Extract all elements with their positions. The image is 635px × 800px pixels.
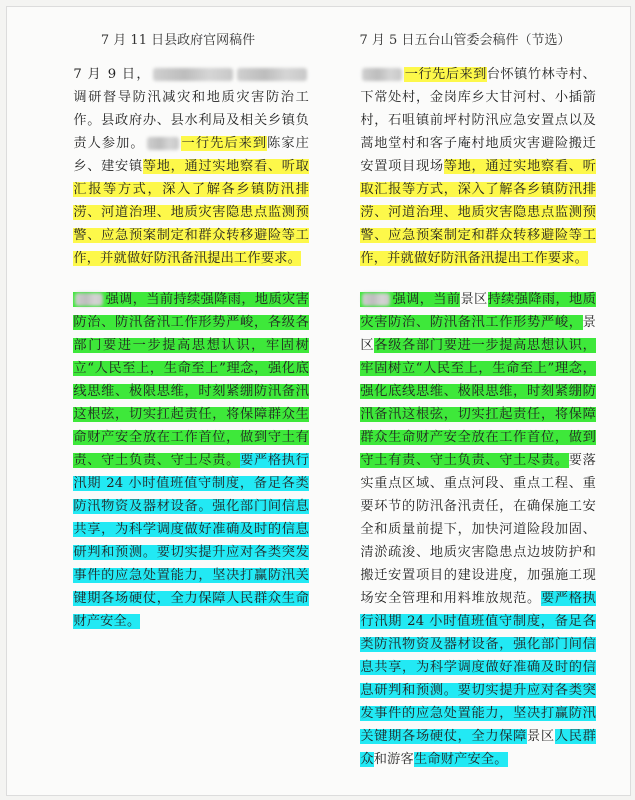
- document-page: [6, 6, 631, 796]
- right-paragraph-1: [334, 63, 596, 270]
- redacted-name-wrap: [73, 292, 105, 307]
- text-segment-green-highlight: 强调，当前: [392, 292, 461, 307]
- text-segment-plain: 陈家庄乡、建安镇: [73, 136, 310, 174]
- redacted-name-blur: [362, 293, 390, 306]
- redacted-name-wrap: [145, 136, 181, 151]
- redacted-name-wrap: [360, 67, 404, 82]
- right-paragraph-2: [334, 288, 596, 771]
- redacted-name-wrap: [360, 292, 392, 307]
- left-paragraph-1: [47, 63, 309, 270]
- text-segment-green-highlight: 强调，当前持续强降雨，地质灾害防治、防汛备汛工作形势严峻，各级各部门要进一步提高思想认识，牢固树立“人民至上，生命至上”理念，强化底线思维、极限思维，时刻紧绷防汛备汛这根弦，切实扛起责任，将保障群众生命财产安全放在工作首位，做到守土有责、守土负责、守土尽责。: [73, 292, 309, 468]
- text-segment-cyan-highlight: 要严格执行汛期 24 小时值班值守制度，备足各类防汛物资及器材设备，强化部门间信息共享，为科学调度做好准确及时的信息研判和预测。要切实提升应对各类突发事件的应急处置能力，坚决打赢防汛关键期各场硬仗，全力保障: [360, 591, 596, 744]
- text-segment-cyan-highlight: 人民群众: [360, 729, 596, 767]
- text-segment-plain: 景区: [460, 292, 488, 307]
- redacted-name-wrap: [151, 67, 235, 82]
- text-segment-plain: 景区: [527, 729, 555, 744]
- text-segment-green-highlight: 各级各部门要进一步提高思想认识，牢固树立“人民至上，生命至上”理念，强化底线思维、极限思维，时刻紧绷防汛备汛这根弦，切实扛起责任，将保障群众生命财产安全放在工作首位，做到守土有责、守土负责、守土尽责。: [360, 338, 596, 468]
- right-column-wutaishan-article: [334, 29, 596, 789]
- text-segment-plain: 台怀镇竹林寺村、下常处村，金岗库乡大甘河村、小插箭村，石咀镇前坪村防汛应急安置点以及蒿地堂村和客子庵村地质灾害避险搬迁安置项目现场: [360, 67, 596, 174]
- text-segment-yellow-highlight: 等地，通过实地察看、听取汇报等方式，深入了解各乡镇防汛排涝、河道治理、地质灾害隐患点监测预警、应急预案制定和群众转移避险等工作，并就做好防汛备汛提出工作要求。: [360, 159, 597, 266]
- right-column-header: 7 月 5 日五台山管委会稿件（节选）: [359, 33, 571, 48]
- text-segment-cyan-highlight: 生命财产安全。: [413, 752, 508, 767]
- text-segment-green-highlight: 持续强降雨，地质灾害防治、防汛备汛工作形势严峻，: [360, 292, 597, 330]
- left-column-county-article: [47, 29, 309, 651]
- text-segment-plain: 7 月 9 日，: [73, 67, 151, 82]
- text-segment-plain: 和游客: [373, 752, 414, 767]
- left-column-header: 7 月 11 日县政府官网稿件: [100, 33, 256, 48]
- redacted-name-wrap: [235, 67, 309, 82]
- redacted-name-blur: [75, 293, 103, 306]
- text-segment-yellow-highlight: 一行先后来到: [180, 136, 268, 151]
- text-segment-yellow-highlight: 一行先后来到: [404, 67, 487, 82]
- left-paragraph-2: [47, 288, 309, 633]
- redacted-name-blur: [147, 137, 179, 150]
- redacted-name-blur: [237, 68, 307, 81]
- text-segment-plain: 调研督导防汛减灾和地质灾害防治工作。县政府办、县水利局及相关乡镇负责人参加。: [73, 90, 309, 151]
- text-segment-plain: 要落实重点区域、重点河段、重点工程、重要环节的防汛备汛责任，在确保施工安全和质量前提下，加快河道险段加固、清淤疏浚、地质灾害隐患点边坡防护和搬迁安置项目的建设进度，加强施工现场安全管理和用料堆放规范。: [360, 453, 596, 606]
- text-segment-yellow-highlight: 等地，通过实地察看、听取汇报等方式，深入了解各乡镇防汛排涝、河道治理、地质灾害隐患点监测预警、应急预案制定和群众转移避险等工作，并就做好防汛备汛提出工作要求。: [73, 159, 310, 266]
- redacted-name-blur: [153, 68, 233, 81]
- redacted-name-blur: [362, 68, 402, 81]
- text-segment-plain: 景区: [360, 315, 596, 353]
- text-segment-cyan-highlight: 要严格执行汛期 24 小时值班值守制度，备足各类防汛物资及器材设备。强化部门间信息共享，为科学调度做好准确及时的信息研判和预测。要切实提升应对各类突发事件的应急处置能力，坚决打赢防汛关键期各场硬仗，全力保障人民群众生命财产安全。: [73, 453, 310, 629]
